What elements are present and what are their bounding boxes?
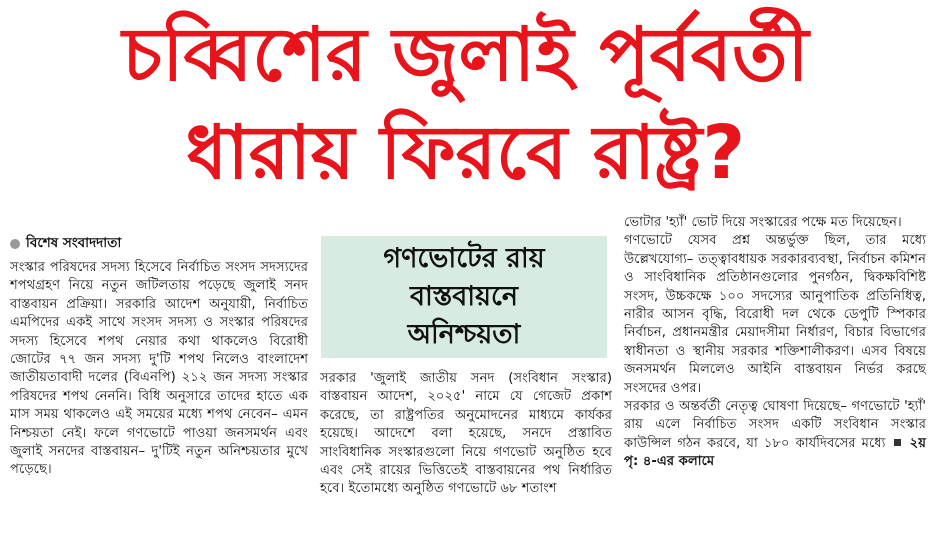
headline-line-2: ধারায় ফিরবে রাষ্ট্র? [185,110,746,196]
paragraph: সরকার 'জুলাই জাতীয় সনদ (সংবিধান সংস্কার) বাস্তবায়ন আদেশ, ২০২৫' নামে যে গেজেট প্রকাশ করেছে, তা রাষ্ট্রপতির অনুমোদনের মাধ্যমে কার্যকর হয়েছে। আদেশে বলা হয়েছে, সনদে প্রস্তাবিত সাংবিধানিক সংস্কারগুলো নিয়ে গণভোট অনুষ্ঠিত হবে এবং সেই রায়ের ভিত্তিতেই বাস্তবায়নের পথ নির্ধারিত হবে। ইতোমধ্যে অনুষ্ঠিত গণভোটে ৬৮ শতাংশ [320,371,612,497]
paragraph: সংস্কার পরিষদের সদস্য হিসেবে নির্বাচিত সংসদ সদস্যদের শপথগ্রহণ নিয়ে নতুন জটিলতায় পড়েছে জুলাই সনদ বাস্তবায়ন প্রক্রিয়া। সরকারি আদেশ অনুযায়ী, নির্বাচিত এমপিদের একই সাথে সংসদ সদস্য ও সংস্কার পরিষদের সদস্য হিসেবে শপথ নেয়ার কথা থাকলেও বিরোধী জোটের ৭৭ জন সদস্য দু'টি শপথ নিলেও বাংলাদেশ জাতীয়তাবাদী দলের (বিএনপি) ২১২ জন সদস্য সংস্কার পরিষদের শপথ নেননি। বিধি অনুসারে তাদের হাতে এক মাস সময় থাকলেও এই সময়ের মধ্যে শপথ নেবেন– এমন নিশ্চয়তা নেই। ফলে গণভোটে পাওয়া জনসমর্থন এবং জুলাই সনদের বাস্তবায়ন– দু'টিই নতুন অনিশ্চয়তার মুখে পড়েছে। [10,260,308,478]
subheadline-box [321,236,607,358]
continued-reference: ২য় পৃ: ৪-এর কলামে [624,435,926,470]
article-column-right [624,214,926,472]
byline [10,232,121,255]
paragraph-text: সরকার ও অন্তর্বর্তী নেতৃত্ব ঘোষণা দিয়েছে– গণভোটে 'হ্যাঁ' রায় এলে নির্বাচিত সংসদ একটি সংবিধান সংস্কার কাউন্সিল গঠন করবে, যা ১৮০ কার্যদিবসের মধ্যে [624,399,926,451]
subheadline-line-1: গণভোটের রায় [383,243,545,274]
paragraph: গণভোটে যেসব প্রশ্ন অন্তর্ভুক্ত ছিল, তার মধ্যে উল্লেখযোগ্য– তত্ত্বাবধায়ক সরকারব্যবস্থা, নির্বাচন কমিশন ও সাংবিধানিক প্রতিষ্ঠানগুলোর পুনর্গঠন, দ্বিকক্ষবিশিষ্ট সংসদ, উচ্চকক্ষে ১০০ সদস্যের আনুপাতিক প্রতিনিধিত্ব, নারীর আসন বৃদ্ধি, বিরোধী দল থেকে ডেপুটি স্পিকার নির্বাচন, প্রধানমন্ত্রীর মেয়াদসীমা নির্ধারণ, বিচার বিভাগের স্বাধীনতা ও স্থানীয় সরকার শক্তিশালীকরণ। এসব বিষয়ে জনসমর্থন মিললেও আইনি বাস্তবায়ন নির্ভর করছে সংসদের ওপর। [624,233,926,396]
square-bullet-icon [894,439,901,446]
subheadline-line-2: বাস্তবায়নে [410,281,518,312]
bullet-dot-icon [10,239,20,249]
paragraph: ভোটার 'হ্যাঁ' ভোট দিয়ে সংস্কারের পক্ষে মত দিয়েছেন। [624,215,902,230]
article-column-left [10,259,308,480]
headline-line-1: চব্বিশের জুলাই পূর্ববর্তী [122,12,809,98]
byline-text: বিশেষ সংবাদদাতা [26,235,122,251]
paragraph [624,398,926,472]
article-column-middle [320,370,612,499]
subheadline-line-3: অনিশ্চয়তা [407,319,521,350]
